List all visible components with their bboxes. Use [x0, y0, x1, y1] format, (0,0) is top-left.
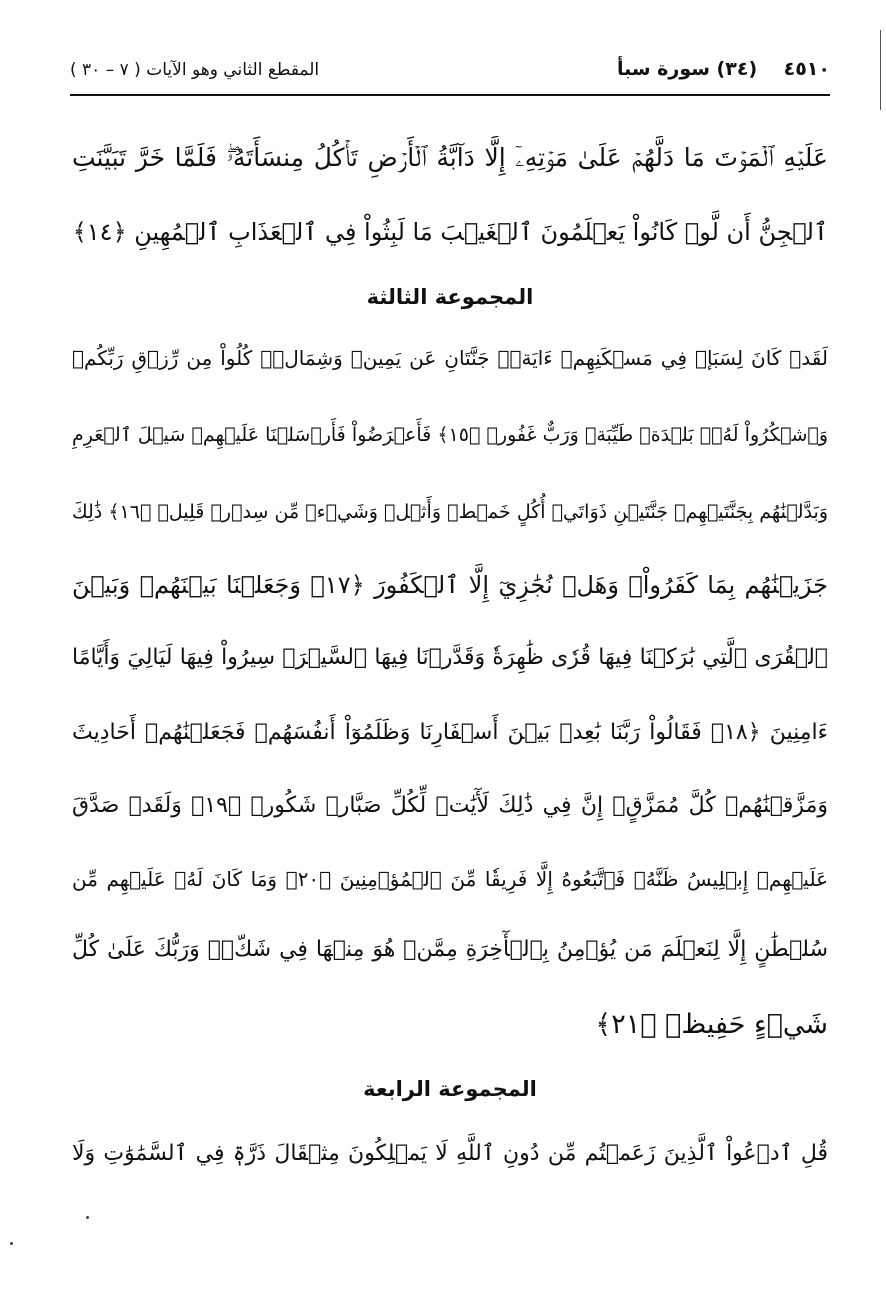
section-title-third: المجموعة الثالثة — [366, 285, 534, 309]
surah-name: (٣٤) سورة سبأ — [616, 58, 758, 80]
verse-line-1: عَلَيۡهِ ٱلۡمَوۡتَ مَا دَلَّهُمۡ عَلَىٰ مَوۡتِهِۦٓ إِلَّا دَآبَّةُ ٱلۡأَرۡضِ تَأۡكُلُ مِنسَأَتَهُۥۖ فَلَمَّا خَرَّ تَبَيَّنَتِ — [72, 143, 828, 172]
page-number: ٤٥١٠ — [783, 58, 830, 80]
header-page-surah — [617, 58, 830, 80]
section-title-fourth: المجموعة الرابعة — [363, 1077, 537, 1101]
scan-speck — [86, 1216, 89, 1219]
verse-line-4: وَٱشۡكُرُواْ لَهُۥۚ بَلۡدَةٞ طَيِّبَةٞ وَرَبٌّ غَفُورٞ ﴿١٥﴾ فَأَعۡرَضُواْ فَأَرۡسَلۡنَا عَلَيۡهِمۡ سَيۡلَ ٱلۡعَرِمِ — [72, 424, 828, 446]
running-header — [70, 58, 830, 90]
verse-line-2: ٱلۡجِنُّ أَن لَّوۡ كَانُواْ يَعۡلَمُونَ ٱلۡغَيۡبَ مَا لَبِثُواْ فِي ٱلۡعَذَابِ ٱلۡمُهِينِ ﴿١٤﴾ — [72, 218, 828, 246]
verse-line-13: قُلِ ٱدۡعُواْ ٱلَّذِينَ زَعَمۡتُم مِّن دُونِ ٱللَّهِ لَا يَمۡلِكُونَ مِثۡقَالَ ذَرَّةٖ فِي ٱلسَّمَٰوَٰتِ وَلَا — [72, 1141, 828, 1166]
verse-line-6: جَزَيۡنَٰهُم بِمَا كَفَرُواْۖ وَهَلۡ نُجَٰزِيٓ إِلَّا ٱلۡكَفُورَ ﴿١٧﴾ وَجَعَلۡنَا بَيۡنَهُمۡ وَبَيۡنَ — [72, 571, 828, 599]
verse-line-8: ءَامِنِينَ ﴿١٨﴾ فَقَالُواْ رَبَّنَا بَٰعِدۡ بَيۡنَ أَسۡفَارِنَا وَظَلَمُوٓاْ أَنفُسَهُمۡ فَجَعَلۡنَٰهُمۡ أَحَادِيثَ — [72, 720, 828, 745]
verse-line-11: سُلۡطَٰنٍ إِلَّا لِنَعۡلَمَ مَن يُؤۡمِنُ بِٱلۡأٓخِرَةِ مِمَّنۡ هُوَ مِنۡهَا فِي شَكّٖۗ وَرَبُّكَ عَلَىٰ كُلِّ — [72, 937, 828, 962]
page-edge-line — [880, 30, 881, 110]
verse-line-7: ٱلۡقُرَى ٱلَّتِي بَٰرَكۡنَا فِيهَا قُرٗى ظَٰهِرَةٗ وَقَدَّرۡنَا فِيهَا ٱلسَّيۡرَۖ سِيرُواْ فِيهَا لَيَالِيَ وَأَيَّامًا — [72, 645, 828, 670]
verse-line-5: وَبَدَّلۡنَٰهُم بِجَنَّتَيۡهِمۡ جَنَّتَيۡنِ ذَوَاتَيۡ أُكُلٍ خَمۡطٖ وَأَثۡلٖ وَشَيۡءٖ مِّن سِدۡرٖ قَلِيلٖ ﴿١٦﴾ ذَٰلِكَ — [72, 501, 828, 523]
verse-line-10: عَلَيۡهِمۡ إِبۡلِيسُ ظَنَّهُۥ فَٱتَّبَعُوهُ إِلَّا فَرِيقٗا مِّنَ ٱلۡمُؤۡمِنِينَ ﴿٢٠﴾ وَمَا كَانَ لَهُۥ عَلَيۡهِم مِّن — [72, 867, 828, 891]
header-rule — [70, 94, 830, 96]
section-range: المقطع الثاني وهو الآيات ( ٧ – ٣٠ ) — [70, 60, 320, 80]
verse-line-12: شَيۡءٍ حَفِيظٞ ﴿٢١﴾ — [595, 1009, 828, 1040]
scan-speck — [10, 1242, 13, 1245]
verse-line-9: وَمَزَّقۡنَٰهُمۡ كُلَّ مُمَزَّقٍۚ إِنَّ فِي ذَٰلِكَ لَأٓيَٰتٖ لِّكُلِّ صَبَّارٖ شَكُورٖ ﴿١٩﴾ وَلَقَدۡ صَدَّقَ — [72, 793, 828, 818]
verse-line-3: لَقَدۡ كَانَ لِسَبَإٖ فِي مَسۡكَنِهِمۡ ءَايَةٞۖ جَنَّتَانِ عَن يَمِينٖ وَشِمَالٖۖ كُلُواْ مِن رِّزۡقِ رَبِّكُمۡ — [72, 346, 828, 370]
